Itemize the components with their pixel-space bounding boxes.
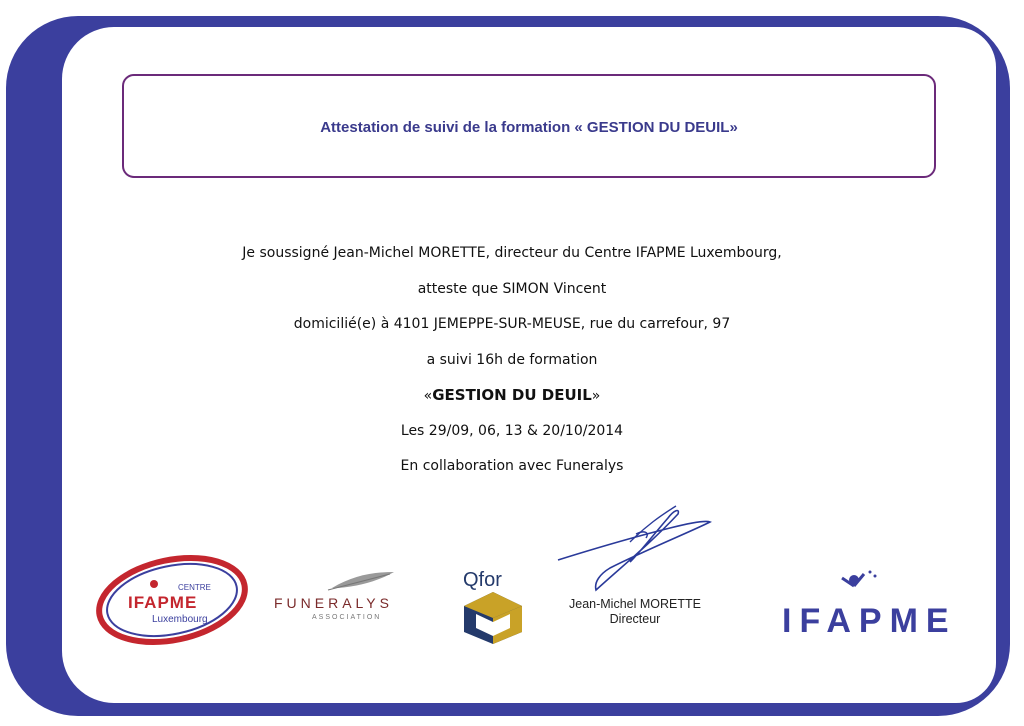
logo-text-ifapme: IFAPME — [128, 593, 198, 612]
qfor-logo — [460, 566, 526, 646]
course-name: GESTION DU DEUIL — [432, 386, 592, 404]
logo-text-luxembourg: Luxembourg — [152, 614, 208, 625]
signature-block — [560, 597, 710, 627]
qfor-cube-icon — [460, 566, 526, 646]
funeralys-logo — [272, 566, 442, 626]
signatory-name: Jean-Michel MORETTE — [569, 597, 701, 611]
body-line-course — [0, 382, 1024, 418]
body-line-dates: Les 29/09, 06, 13 & 20/10/2014 — [400, 422, 624, 439]
ifapme-luxembourg-swoosh-icon — [92, 548, 252, 648]
logo-text-association: ASSOCIATION — [312, 614, 382, 621]
quote-close: » — [591, 388, 601, 404]
signatory-role: Directeur — [609, 612, 661, 626]
director-signature — [550, 498, 720, 598]
certificate-body — [0, 240, 1024, 489]
title-box — [122, 74, 936, 178]
funeralys-feather-icon — [272, 566, 442, 626]
ifapme-figure-icon — [780, 566, 960, 646]
logo-text-funeralys: FUNERALYS — [274, 595, 393, 611]
logo-text-qfor: Qfor — [463, 569, 502, 591]
body-line-address: domicilié(e) à 4101 JEMEPPE-SUR-MEUSE, rue du carrefour, 97 — [293, 316, 731, 332]
body-line-director: Je soussigné Jean-Michel MORETTE, directeur du Centre IFAPME Luxembourg, — [242, 245, 782, 261]
ifapme-luxembourg-logo — [92, 548, 252, 648]
logo-text-ifapme-main: IFAPME — [782, 602, 957, 640]
body-line-collaboration: En collaboration avec Funeralys — [400, 458, 624, 474]
handwritten-signature-icon — [550, 498, 720, 598]
body-line-hours: a suivi 16h de formation — [426, 351, 598, 368]
certificate-title: Attestation de suivi de la formation « GESTION DU DEUIL» — [320, 119, 738, 136]
body-line-attests: atteste que SIMON Vincent — [417, 280, 607, 297]
logo-text-centre: CENTRE — [178, 583, 211, 592]
ifapme-logo — [780, 566, 960, 646]
quote-open: « — [423, 388, 433, 404]
